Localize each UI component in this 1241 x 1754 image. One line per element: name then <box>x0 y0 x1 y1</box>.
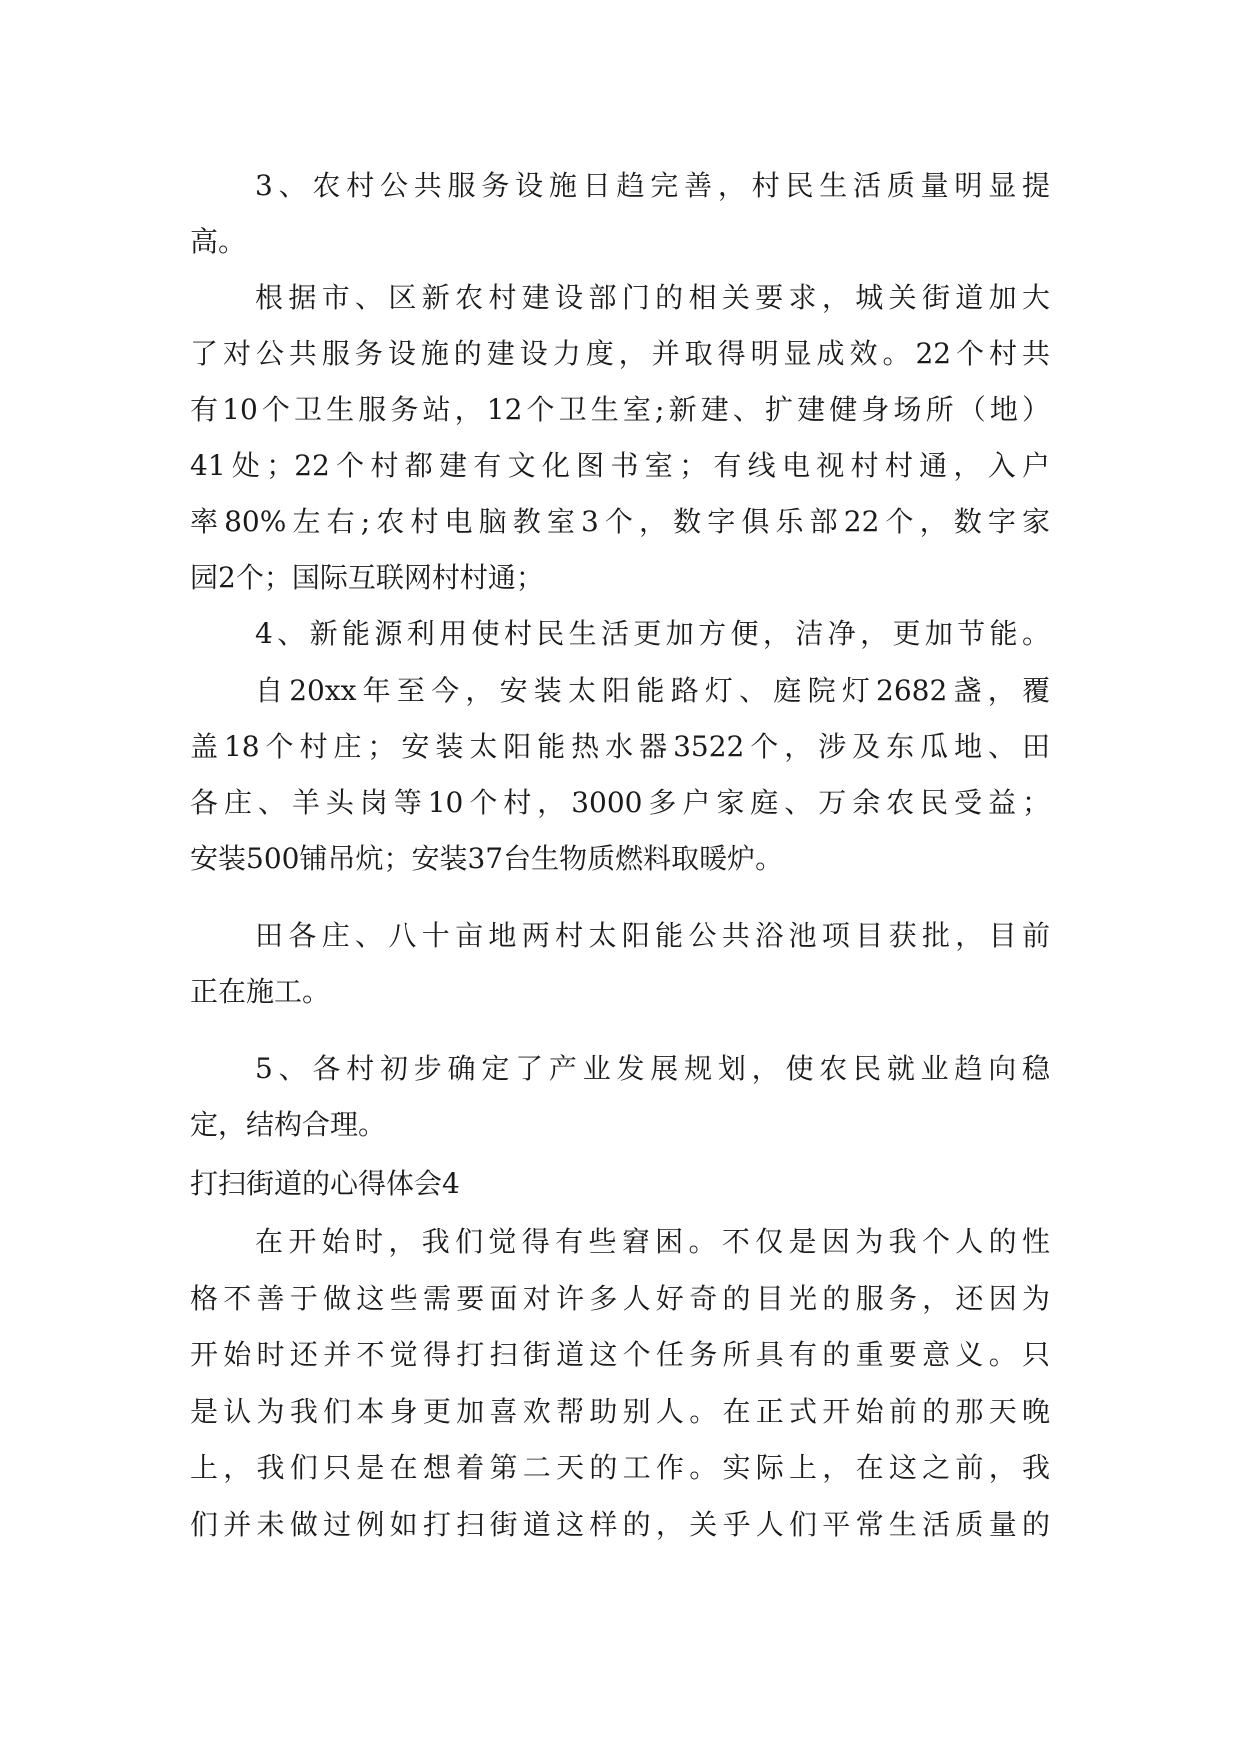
paragraph-line: 开始时还并不觉得打扫街道这个任务所具有的重要意义。只 <box>190 1338 1050 1371</box>
paragraph-line: 安装500铺吊炕；安装37台生物质燃料取暖炉。 <box>190 842 784 875</box>
paragraph-line: 3、农村公共服务设施日趋完善，村民生活质量明显提 <box>255 169 1050 202</box>
paragraph-line: 41处；22个村都建有文化图书室；有线电视村村通，入户 <box>190 449 1050 482</box>
paragraph-line: 园2个；国际互联网村村通； <box>190 561 544 594</box>
section-heading: 打扫街道的心得体会4 <box>190 1167 460 1200</box>
paragraph-line: 有10个卫生服务站，12个卫生室;新建、扩建健身场所（地） <box>190 393 1050 426</box>
paragraph-line: 盖18个村庄；安装太阳能热水器3522个，涉及东瓜地、田 <box>190 730 1050 763</box>
paragraph-line: 在开始时，我们觉得有些窘困。不仅是因为我个人的性 <box>255 1225 1050 1258</box>
paragraph-line: 正在施工。 <box>190 975 331 1008</box>
paragraph-line: 自20xx年至今，安装太阳能路灯、庭院灯2682盏，覆 <box>255 674 1050 707</box>
paragraph-line: 定，结构合理。 <box>190 1108 387 1141</box>
paragraph-line: 格不善于做这些需要面对许多人好奇的目光的服务，还因为 <box>190 1282 1050 1315</box>
paragraph-line: 们并未做过例如打扫街道这样的，关乎人们平常生活质量的 <box>190 1508 1050 1541</box>
paragraph-line: 率80%左右;农村电脑教室3个，数字俱乐部22个，数字家 <box>190 505 1050 538</box>
paragraph-line: 高。 <box>190 225 247 258</box>
paragraph-line: 是认为我们本身更加喜欢帮助别人。在正式开始前的那天晚 <box>190 1395 1050 1428</box>
paragraph-line: 各庄、羊头岗等10个村，3000多户家庭、万余农民受益； <box>190 786 1050 819</box>
paragraph-line: 5、各村初步确定了产业发展规划，使农民就业趋向稳 <box>255 1052 1050 1085</box>
paragraph-line: 4、新能源利用使村民生活更加方便，洁净，更加节能。 <box>255 617 1050 650</box>
paragraph-line: 了对公共服务设施的建设力度，并取得明显成效。22个村共 <box>190 337 1050 370</box>
paragraph-line: 根据市、区新农村建设部门的相关要求，城关街道加大 <box>255 281 1050 314</box>
paragraph-line: 上，我们只是在想着第二天的工作。实际上，在这之前，我 <box>190 1451 1050 1484</box>
paragraph-line: 田各庄、八十亩地两村太阳能公共浴池项目获批，目前 <box>255 919 1050 952</box>
